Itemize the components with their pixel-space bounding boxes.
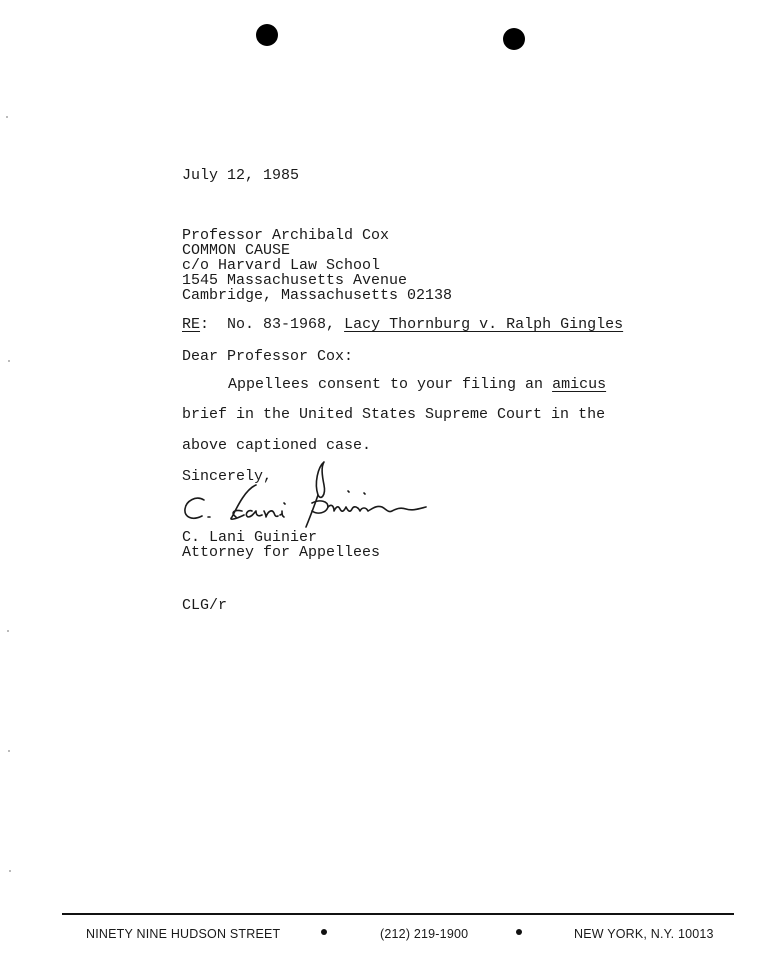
footer-bullet — [516, 929, 522, 935]
letter-date: July 12, 1985 — [182, 167, 300, 184]
recipient-street: 1545 Massachusetts Avenue — [182, 272, 408, 289]
recipient-city: Cambridge, Massachusetts 02138 — [182, 287, 453, 304]
recipient-organization: COMMON CAUSE — [182, 242, 291, 259]
recipient-care-of: c/o Harvard Law School — [182, 257, 381, 274]
re-label: RE — [182, 316, 201, 333]
body-amicus: amicus — [552, 376, 607, 393]
footer-city: NEW YORK, N.Y. 10013 — [574, 927, 714, 941]
footer-phone: (212) 219-1900 — [380, 927, 469, 941]
body-line-1 — [228, 377, 606, 392]
re-number: No. 83-1968, — [227, 316, 336, 333]
body-line-3: above captioned case. — [182, 437, 372, 454]
re-line: RE: No. 83-1968, Lacy Thornburg v. Ralph Gingles — [182, 316, 624, 333]
scan-speck — [8, 360, 10, 362]
signer-name: C. Lani Guinier — [182, 529, 318, 546]
recipient-name: Professor Archibald Cox — [182, 227, 390, 244]
body-line-2: brief in the United States Supreme Court in the — [182, 406, 606, 423]
footer-rule — [62, 913, 734, 915]
punch-hole-left — [256, 24, 278, 46]
punch-hole-right — [503, 28, 525, 50]
scan-speck — [9, 870, 11, 872]
typist-initials: CLG/r — [182, 597, 228, 614]
footer-bullet — [321, 929, 327, 935]
re-case: Lacy Thornburg v. Ralph Gingles — [344, 316, 624, 333]
scan-speck — [6, 116, 8, 118]
scan-speck — [7, 630, 9, 632]
footer-street: NINETY NINE HUDSON STREET — [86, 927, 281, 941]
signature — [178, 455, 438, 535]
scan-speck — [8, 750, 10, 752]
closing: Sincerely, — [182, 468, 273, 485]
salutation: Dear Professor Cox: — [182, 348, 354, 365]
body-line-1-text: Appellees consent to your filing an — [228, 376, 544, 393]
signer-title: Attorney for Appellees — [182, 544, 381, 561]
